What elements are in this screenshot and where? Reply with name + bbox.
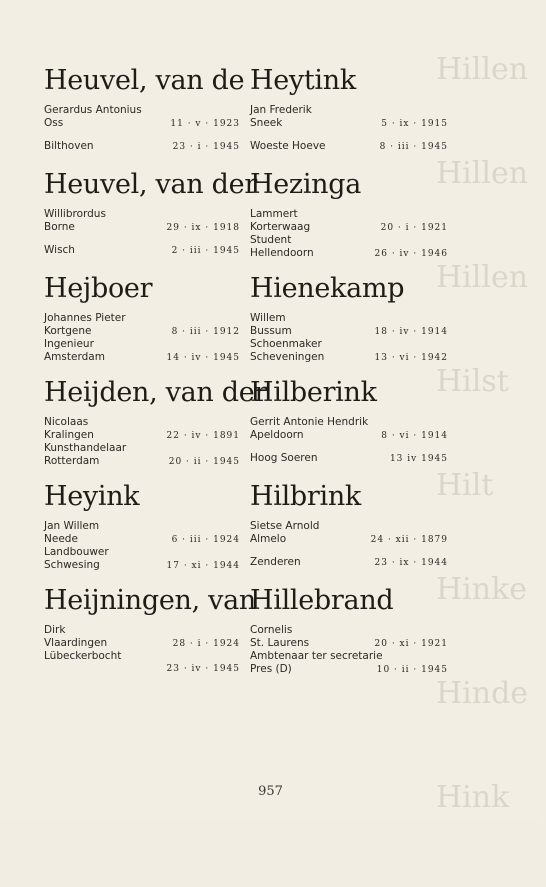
entry-date: 14 · iv · 1945: [166, 353, 240, 363]
surname-heading: Heyink: [44, 481, 140, 512]
entry-label: Neede: [44, 533, 78, 545]
entry-label: Nicolaas: [44, 416, 89, 428]
entry-date: 2 · iii · 1945: [171, 246, 240, 256]
entry-label: Amsterdam: [44, 351, 105, 363]
entry-label: Schwesing: [44, 559, 100, 571]
entry-line: [44, 455, 240, 468]
entry-line: [44, 546, 240, 559]
entry-date: 17 · xi · 1944: [166, 561, 240, 571]
entry-date: 20 · ii · 1945: [168, 457, 240, 467]
show-through-text: [436, 52, 546, 815]
entry-date: 26 · iv · 1946: [374, 249, 448, 259]
entry-date: 20 · xi · 1921: [374, 639, 448, 649]
entry-line: [250, 312, 448, 325]
entry-date: 10 · ii · 1945: [376, 665, 448, 675]
entry-line: [250, 624, 448, 637]
entry-label: Jan Frederik: [250, 104, 312, 116]
entry-label: Zenderen: [250, 556, 301, 568]
entry-label: Jan Willem: [44, 520, 100, 532]
name-entry: [44, 65, 245, 170]
entry-line: [44, 663, 240, 676]
entry-date: 8 · vi · 1914: [381, 431, 448, 441]
entry-label: Lübeckerbocht: [44, 650, 122, 662]
entry-label: Apeldoorn: [250, 429, 304, 441]
entry-line: [250, 325, 448, 338]
surname-heading: Heuvel, van de: [44, 65, 245, 96]
surname-heading: Hilbrink: [250, 481, 361, 512]
ghost-name: Hilt: [436, 468, 494, 503]
ghost-name: Hink: [436, 780, 510, 815]
entry-label: Kunsthandelaar: [44, 442, 127, 454]
entry-date: 13 · vi · 1942: [374, 353, 448, 363]
entry-date: 6 · iii · 1924: [171, 535, 240, 545]
name-entry: [250, 66, 448, 170]
entry-line: [44, 104, 240, 117]
entry-date: 28 · i · 1924: [172, 639, 240, 649]
entry-line: [250, 429, 448, 442]
entry-label: Gerrit Antonie Hendrik: [250, 416, 369, 428]
entry-line: [44, 338, 240, 351]
entry-label: Lammert: [250, 208, 298, 220]
entry-label: Oss: [44, 117, 64, 129]
page-number: 957: [258, 784, 283, 799]
surname-heading: Heijden, van der: [44, 377, 268, 408]
entry-line: [44, 208, 240, 221]
entry-label: Pres (D): [250, 663, 292, 675]
entry-line: [250, 663, 448, 676]
entry-label: Landbouwer: [44, 546, 109, 558]
entry-date: 8 · iii · 1945: [379, 142, 448, 152]
entry-label: Wisch: [44, 244, 75, 256]
entry-line: [250, 520, 448, 533]
entry-date: 22 · iv · 1891: [166, 431, 240, 441]
entry-label: Johannes Pieter: [44, 312, 126, 324]
entry-line: [44, 325, 240, 338]
entry-label: Hoog Soeren: [250, 452, 318, 464]
name-entry: [44, 585, 257, 690]
entry-line: [44, 559, 240, 572]
entry-date: 23 · iv · 1945: [166, 664, 240, 674]
entry-line: [250, 221, 448, 234]
surname-heading: Heytink: [250, 65, 356, 96]
entry-line: [250, 351, 448, 364]
entry-date: 13 iv 1945: [389, 454, 448, 464]
entry-date: 5 · ix · 1915: [381, 119, 448, 129]
entry-date: 11 · v · 1923: [170, 119, 240, 129]
entry-line: [44, 312, 240, 325]
surname-heading: Hilberink: [250, 377, 377, 408]
entry-line: [250, 533, 448, 546]
name-entry: [250, 586, 448, 690]
entry-date: 29 · ix · 1918: [166, 223, 240, 233]
entry-label: Sneek: [250, 117, 283, 129]
surname-heading: Hezinga: [250, 169, 362, 200]
entry-date: 20 · i · 1921: [380, 223, 448, 233]
entry-date: 23 · ix · 1944: [374, 558, 448, 568]
entry-label: Cornelis: [250, 624, 293, 636]
entry-date: 8 · iii · 1912: [171, 327, 240, 337]
ghost-name: Hinde: [436, 676, 529, 711]
name-entry: [250, 378, 448, 482]
entry-date: 18 · iv · 1914: [374, 327, 448, 337]
entry-date: 24 · xii · 1879: [370, 535, 448, 545]
entry-line: [44, 429, 240, 442]
surname-heading: Heijningen, van: [44, 585, 257, 616]
right-column: [250, 66, 448, 690]
entry-line: [44, 140, 240, 153]
entry-label: Gerardus Antonius: [44, 104, 142, 116]
entry-line: [250, 117, 448, 130]
entry-line: [44, 221, 240, 234]
entry-label: Scheveningen: [250, 351, 325, 363]
name-entry: [250, 170, 448, 274]
entry-line: [44, 117, 240, 130]
entry-label: Willibrordus: [44, 208, 106, 220]
entry-line: [250, 452, 448, 465]
entry-line: [44, 520, 240, 533]
entry-line: [44, 244, 240, 257]
entry-line: [250, 208, 448, 221]
entry-line: [250, 234, 448, 247]
entry-label: Almelo: [250, 533, 287, 545]
name-entry: [44, 274, 240, 378]
entry-line: [44, 637, 240, 650]
entry-label: Rotterdam: [44, 455, 100, 467]
entry-line: [250, 650, 448, 663]
entry-label: Willem: [250, 312, 286, 324]
entry-label: Bilthoven: [44, 140, 94, 152]
entry-line: [44, 624, 240, 637]
entry-label: Schoenmaker: [250, 338, 322, 350]
entry-line: [250, 338, 448, 351]
entry-label: Kortgene: [44, 325, 92, 337]
name-entry: [250, 274, 448, 378]
entry-line: [250, 104, 448, 117]
surname-heading: Heuvel, van der: [44, 169, 257, 200]
entry-line: [44, 533, 240, 546]
entry-label: Student: [250, 234, 292, 246]
entry-line: [250, 637, 448, 650]
entry-line: [44, 351, 240, 364]
entry-date: 23 · i · 1945: [172, 142, 240, 152]
ghost-name: Hillen: [436, 52, 529, 87]
entry-label: Hellendoorn: [250, 247, 314, 259]
entry-label: Korterwaag: [250, 221, 311, 233]
name-entry: [44, 482, 240, 586]
entry-label: Sietse Arnold: [250, 520, 320, 532]
surname-heading: Hillebrand: [250, 585, 394, 616]
entry-label: Ambtenaar ter secretarie: [250, 650, 383, 662]
name-entry: [44, 377, 268, 482]
name-entry: [250, 482, 448, 586]
entry-label: Vlaardingen: [44, 637, 108, 649]
surname-heading: Hejboer: [44, 273, 153, 304]
entry-label: Kralingen: [44, 429, 94, 441]
entry-label: St. Laurens: [250, 637, 310, 649]
entry-line: [44, 650, 240, 663]
ghost-name: Hillen: [436, 260, 529, 295]
entry-line: [250, 416, 448, 429]
entry-label: Ingenieur: [44, 338, 94, 350]
entry-line: [250, 556, 448, 569]
entry-line: [250, 140, 448, 153]
entry-label: Bussum: [250, 325, 292, 337]
ghost-name: Hinke: [436, 572, 528, 607]
ghost-name: Hilst: [436, 364, 509, 399]
ghost-name: Hillen: [436, 156, 529, 191]
name-entry: [44, 169, 257, 274]
entry-label: Borne: [44, 221, 75, 233]
surname-heading: Hienekamp: [250, 273, 405, 304]
entry-line: [44, 442, 240, 455]
entry-line: [250, 247, 448, 260]
entry-line: [44, 416, 240, 429]
entry-label: Dirk: [44, 624, 66, 636]
entry-label: Woeste Hoeve: [250, 140, 326, 152]
